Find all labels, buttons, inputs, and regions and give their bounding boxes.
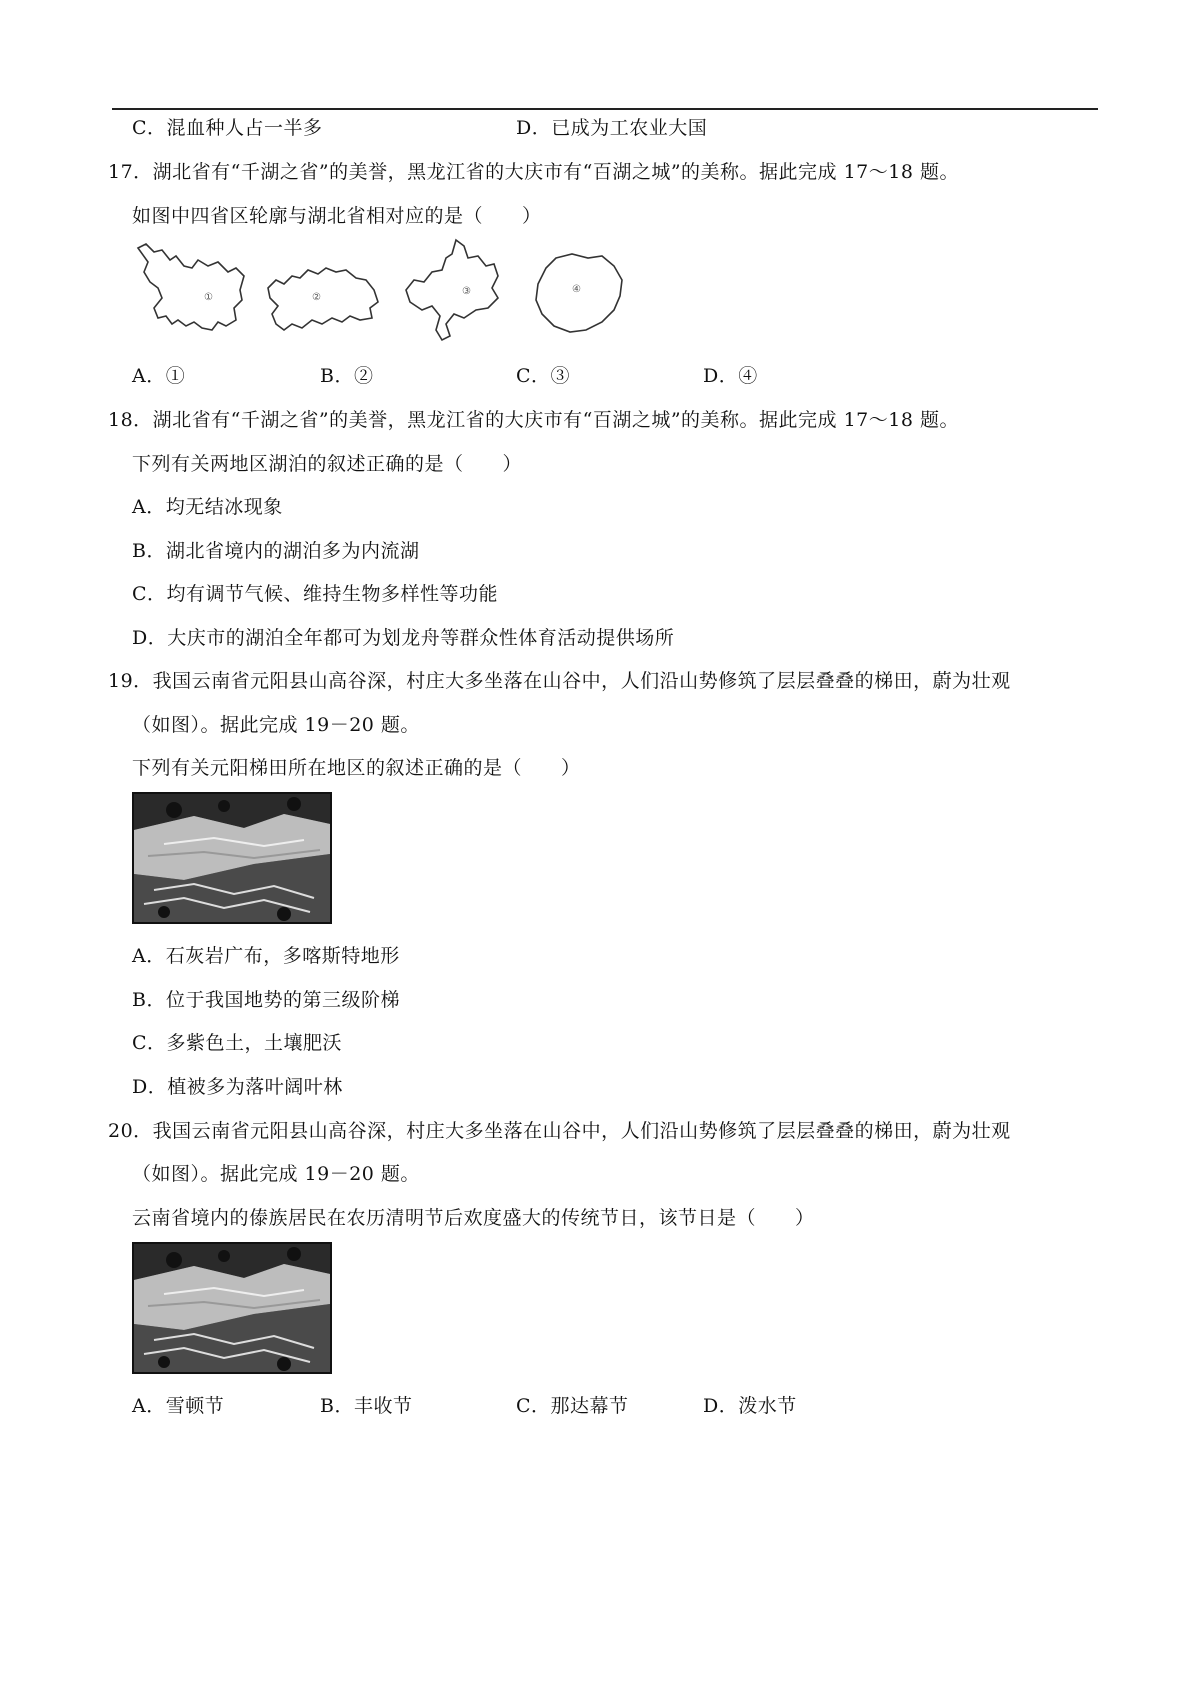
q19-option-d: D．植被多为落叶阔叶林 [132, 1076, 343, 1098]
q20-question: 云南省境内的傣族居民在农历清明节后欢度盛大的传统节日，该节日是（ ） [132, 1207, 815, 1229]
q18-option-d: D．大庆市的湖泊全年都可为划龙舟等群众性体育活动提供场所 [132, 627, 675, 649]
q20-option-b: B．丰收节 [320, 1395, 413, 1417]
shape-label-1: ① [204, 292, 213, 303]
q18-stem: 18．湖北省有“千湖之省”的美誉，黑龙江省的大庆市有“百湖之城”的美称。据此完成 17～18 题。 [108, 409, 959, 431]
province-shape-3 [402, 236, 512, 346]
q17-option-b: B．② [320, 365, 374, 387]
q19-stem-line1: 19．我国云南省元阳县山高谷深，村庄大多坐落在山谷中，人们沿山势修筑了层层叠叠的梯田，蔚为壮观 [108, 670, 1011, 692]
q19-question: 下列有关元阳梯田所在地区的叙述正确的是（ ） [132, 757, 581, 779]
q17-option-c: C．③ [516, 365, 571, 387]
q17-option-a: A．① [132, 365, 186, 387]
q17-question: 如图中四省区轮廓与湖北省相对应的是（ ） [132, 205, 542, 227]
q18-option-b: B．湖北省境内的湖泊多为内流湖 [132, 540, 420, 562]
q18-question: 下列有关两地区湖泊的叙述正确的是（ ） [132, 453, 523, 475]
province-shape-4 [528, 250, 628, 340]
q20-option-a: A．雪顿节 [132, 1395, 225, 1417]
q16-option-d: D．已成为工农业大国 [516, 117, 708, 139]
q20-stem-line2: （如图）。据此完成 19－20 题。 [132, 1163, 420, 1185]
province-shape-1 [132, 238, 252, 338]
q19-stem-line2: （如图）。据此完成 19－20 题。 [132, 714, 420, 736]
q18-option-a: A．均无结冰现象 [132, 496, 283, 518]
q19-option-c: C．多紫色土，土壤肥沃 [132, 1032, 343, 1054]
terrace-photo-2 [132, 1242, 332, 1374]
q16-option-c: C．混血种人占一半多 [132, 117, 323, 139]
q19-option-b: B．位于我国地势的第三级阶梯 [132, 989, 400, 1011]
q20-stem-line1: 20．我国云南省元阳县山高谷深，村庄大多坐落在山谷中，人们沿山势修筑了层层叠叠的梯田，蔚为壮观 [108, 1120, 1011, 1142]
province-shape-2 [262, 258, 382, 338]
terrace-photo [132, 792, 332, 924]
q19-option-a: A．石灰岩广布，多喀斯特地形 [132, 945, 400, 967]
shape-label-3: ③ [462, 286, 471, 297]
shape-label-2: ② [312, 292, 321, 303]
q18-option-c: C．均有调节气候、维持生物多样性等功能 [132, 583, 499, 605]
q17-stem: 17．湖北省有“千湖之省”的美誉，黑龙江省的大庆市有“百湖之城”的美称。据此完成 17～18 题。 [108, 161, 959, 183]
q20-option-d: D．泼水节 [703, 1395, 797, 1417]
header-rule [112, 108, 1098, 110]
shape-label-4: ④ [572, 284, 581, 295]
q20-option-c: C．那达幕节 [516, 1395, 629, 1417]
q17-option-d: D．④ [703, 365, 758, 387]
